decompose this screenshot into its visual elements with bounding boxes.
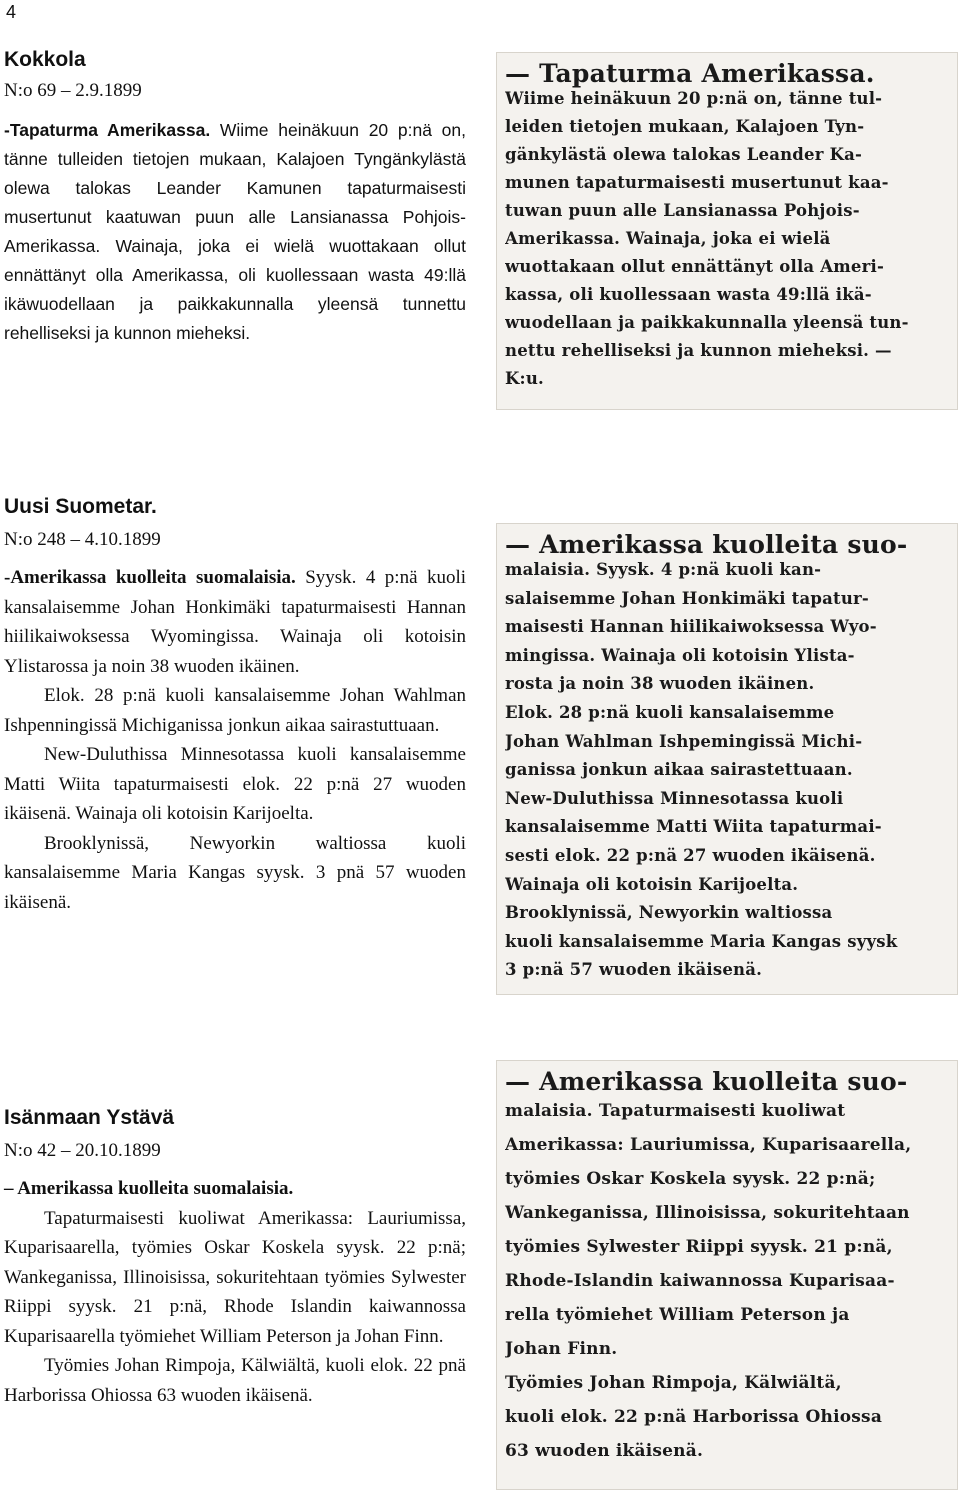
clipping-line: kuoli elok. 22 p:nä Harborissa Ohiossa — [505, 1407, 883, 1427]
newspaper-name: Uusi Suometar. — [4, 495, 157, 518]
newspaper-name: Kokkola — [4, 48, 86, 71]
article-paragraph: Brooklynissä, Newyorkin waltiossa kuoli kansalaisemme Maria Kangas syysk. 3 pnä 57 wuoden ikäisenä. — [4, 832, 466, 913]
transcription-column — [4, 48, 466, 348]
clipping-line: 3 p:nä 57 wuoden ikäisenä. — [505, 960, 763, 980]
article-heading: -Amerikassa kuolleita suomalaisia. — [4, 567, 296, 588]
clipping-line: Amerikassa. Wainaja, joka ei wielä — [505, 229, 831, 248]
clipping-line: nettu rehelliseksi ja kunnon mieheksi. — — [505, 341, 892, 360]
clipping-line: rosta ja noin 38 wuoden ikäinen. — [505, 674, 815, 694]
clipping-line: — Tapaturma Amerikassa. — [505, 59, 875, 88]
clipping-line: New-Duluthissa Minnesotassa kuoli — [505, 788, 844, 808]
clipping-line: malaisia. Syysk. 4 p:nä kuoli kan- — [505, 560, 822, 579]
clipping-line: — Amerikassa kuolleita suo- — [505, 530, 908, 559]
article-text: Syysk. 4 p:nä kuoli kansalaisemme Johan Honkimäki tapaturmaisesti Hannan hiilikaiwoksessa Wyomingissa. Wainaja oli kotoisin Ylistarossa ja noin 38 wuoden ikäinen. — [4, 567, 467, 677]
clipping-line: kuoli kansalaisemme Maria Kangas syysk — [505, 931, 898, 951]
clipping-line: leiden tietojen mukaan, Kalajoen Tyn- — [505, 117, 865, 136]
clipping-line: Työmies Johan Rimpoja, Kälwiältä, — [505, 1373, 842, 1393]
clipping-text — [505, 530, 949, 988]
newspaper-clipping-image — [496, 1060, 958, 1490]
clipping-line: Elok. 28 p:nä kuoli kansalaisemme — [505, 702, 835, 722]
article-text: Wiime heinäkuun 20 p:nä on, tänne tulleiden tietojen mukaan, Kalajoen Tyngänkylästä olewa talokas Leander Kamunen tapaturmaisesti musertunut kaatuwan puun alle Lansianassa Pohjois-Amerikassa. Wainaja, joka ei wielä wuottakaan ollut ennättänyt olla Amerikassa, oli kuollessaan wasta 49:llä ikäwuodellaan ja paikkakunnalla yleensä tunnettu rehelliseksi ja kunnon mieheksi. — [4, 120, 466, 343]
clipping-text — [505, 59, 949, 403]
clipping-line: malaisia. Tapaturmaisesti kuoliwat — [505, 1101, 846, 1121]
article-isanmaan-ystava — [0, 1056, 960, 1486]
clipping-line: Rhode-Islandin kaiwannossa Kuparisaa- — [505, 1271, 895, 1291]
clipping-line: rella työmiehet William Peterson ja — [505, 1305, 850, 1325]
clipping-line: salaisemme Johan Honkimäki tapatur- — [505, 588, 869, 608]
article-paragraph: Elok. 28 p:nä kuoli kansalaisemme Johan Wahlman Ishpenningissä Michiganissa jonkun aikaa sairastuttuaan. — [4, 685, 466, 736]
article-kokkola — [0, 48, 960, 418]
newspaper-clipping-image — [496, 523, 958, 995]
clipping-line: Johan Wahlman Ishpemingissä Michi- — [505, 731, 863, 751]
article-paragraph — [4, 563, 466, 681]
clipping-line: kassa, oli kuollessaan wasta 49:llä ikä- — [505, 285, 872, 304]
clipping-line: Wiime heinäkuun 20 p:nä on, tänne tul- — [505, 89, 883, 108]
issue-info: N:o 69 – 2.9.1899 — [4, 80, 142, 101]
article-paragraph: Tapaturmaisesti kuoliwat Amerikassa: Lauriumissa, Kuparisaarella, työmies Oskar Koskela syysk. 22 p:nä; Wankeganissa, Illinoisissa, sokuritehtaan työmies Sylwester Riippi syysk. 21 p:nä, Rhode Islandin kaiwannossa Kuparisaarella työmiehet William Peterson ja Johan Finn. — [4, 1207, 466, 1347]
clipping-text — [505, 1067, 949, 1483]
clipping-line: sesti elok. 22 p:nä 27 wuoden ikäisenä. — [505, 845, 876, 865]
clipping-line: mingissa. Wainaja oli kotoisin Ylista- — [505, 645, 855, 665]
clipping-line: 63 wuoden ikäisenä. — [505, 1441, 704, 1461]
clipping-line: wuodellaan ja paikkakunnalla yleensä tun- — [505, 313, 909, 332]
article-heading: -Tapaturma Amerikassa. — [4, 120, 211, 140]
article-heading: – Amerikassa kuolleita suomalaisia. — [4, 1178, 294, 1199]
transcription-column — [4, 1106, 466, 1410]
clipping-line: maisesti Hannan hiilikaiwoksessa Wyo- — [505, 617, 877, 637]
issue-info: N:o 42 – 20.10.1899 — [4, 1140, 161, 1161]
article-paragraph: Työmies Johan Rimpoja, Kälwiältä, kuoli elok. 22 pnä Harborissa Ohiossa 63 wuoden ikäisenä. — [4, 1355, 466, 1406]
clipping-line: Wankeganissa, Illinoisissa, sokuritehtaan — [505, 1203, 910, 1223]
clipping-line: wuottakaan ollut ennättänyt olla Ameri- — [505, 257, 885, 276]
clipping-line: Amerikassa: Lauriumissa, Kuparisaarella, — [505, 1135, 912, 1155]
article-paragraph: New-Duluthissa Minnesotassa kuoli kansalaisemme Matti Wiita tapaturmaisesti elok. 22 p:nä 27 wuoden ikäisenä. Wainaja oli kotoisin Karijoelta. — [4, 744, 466, 824]
transcription-column — [4, 495, 466, 917]
clipping-line: työmies Oskar Koskela syysk. 22 p:nä; — [505, 1169, 876, 1189]
clipping-line: K:u. — [505, 369, 544, 388]
clipping-line: munen tapaturmaisesti musertunut kaa- — [505, 173, 889, 192]
clipping-line: — Amerikassa kuolleita suo- — [505, 1067, 908, 1096]
clipping-line: Johan Finn. — [505, 1339, 618, 1359]
newspaper-clipping-image — [496, 52, 958, 410]
newspaper-name: Isänmaan Ystävä — [4, 1106, 175, 1129]
clipping-line: ganissa jonkun aikaa sairastettuaan. — [505, 760, 853, 780]
clipping-line: työmies Sylwester Riippi syysk. 21 p:nä, — [505, 1237, 893, 1257]
clipping-line: Wainaja oli kotoisin Karijoelta. — [505, 874, 799, 894]
clipping-line: Brooklynissä, Newyorkin waltiossa — [505, 903, 833, 923]
clipping-line: tuwan puun alle Lansianassa Pohjois- — [505, 201, 860, 220]
page-number: 4 — [6, 2, 17, 22]
clipping-line: kansalaisemme Matti Wiita tapaturmai- — [505, 817, 882, 837]
issue-info: N:o 248 – 4.10.1899 — [4, 529, 161, 550]
article-uusi-suometar — [0, 495, 960, 1005]
clipping-line: gänkylästä olewa talokas Leander Ka- — [505, 145, 863, 164]
article-paragraph — [4, 116, 466, 348]
